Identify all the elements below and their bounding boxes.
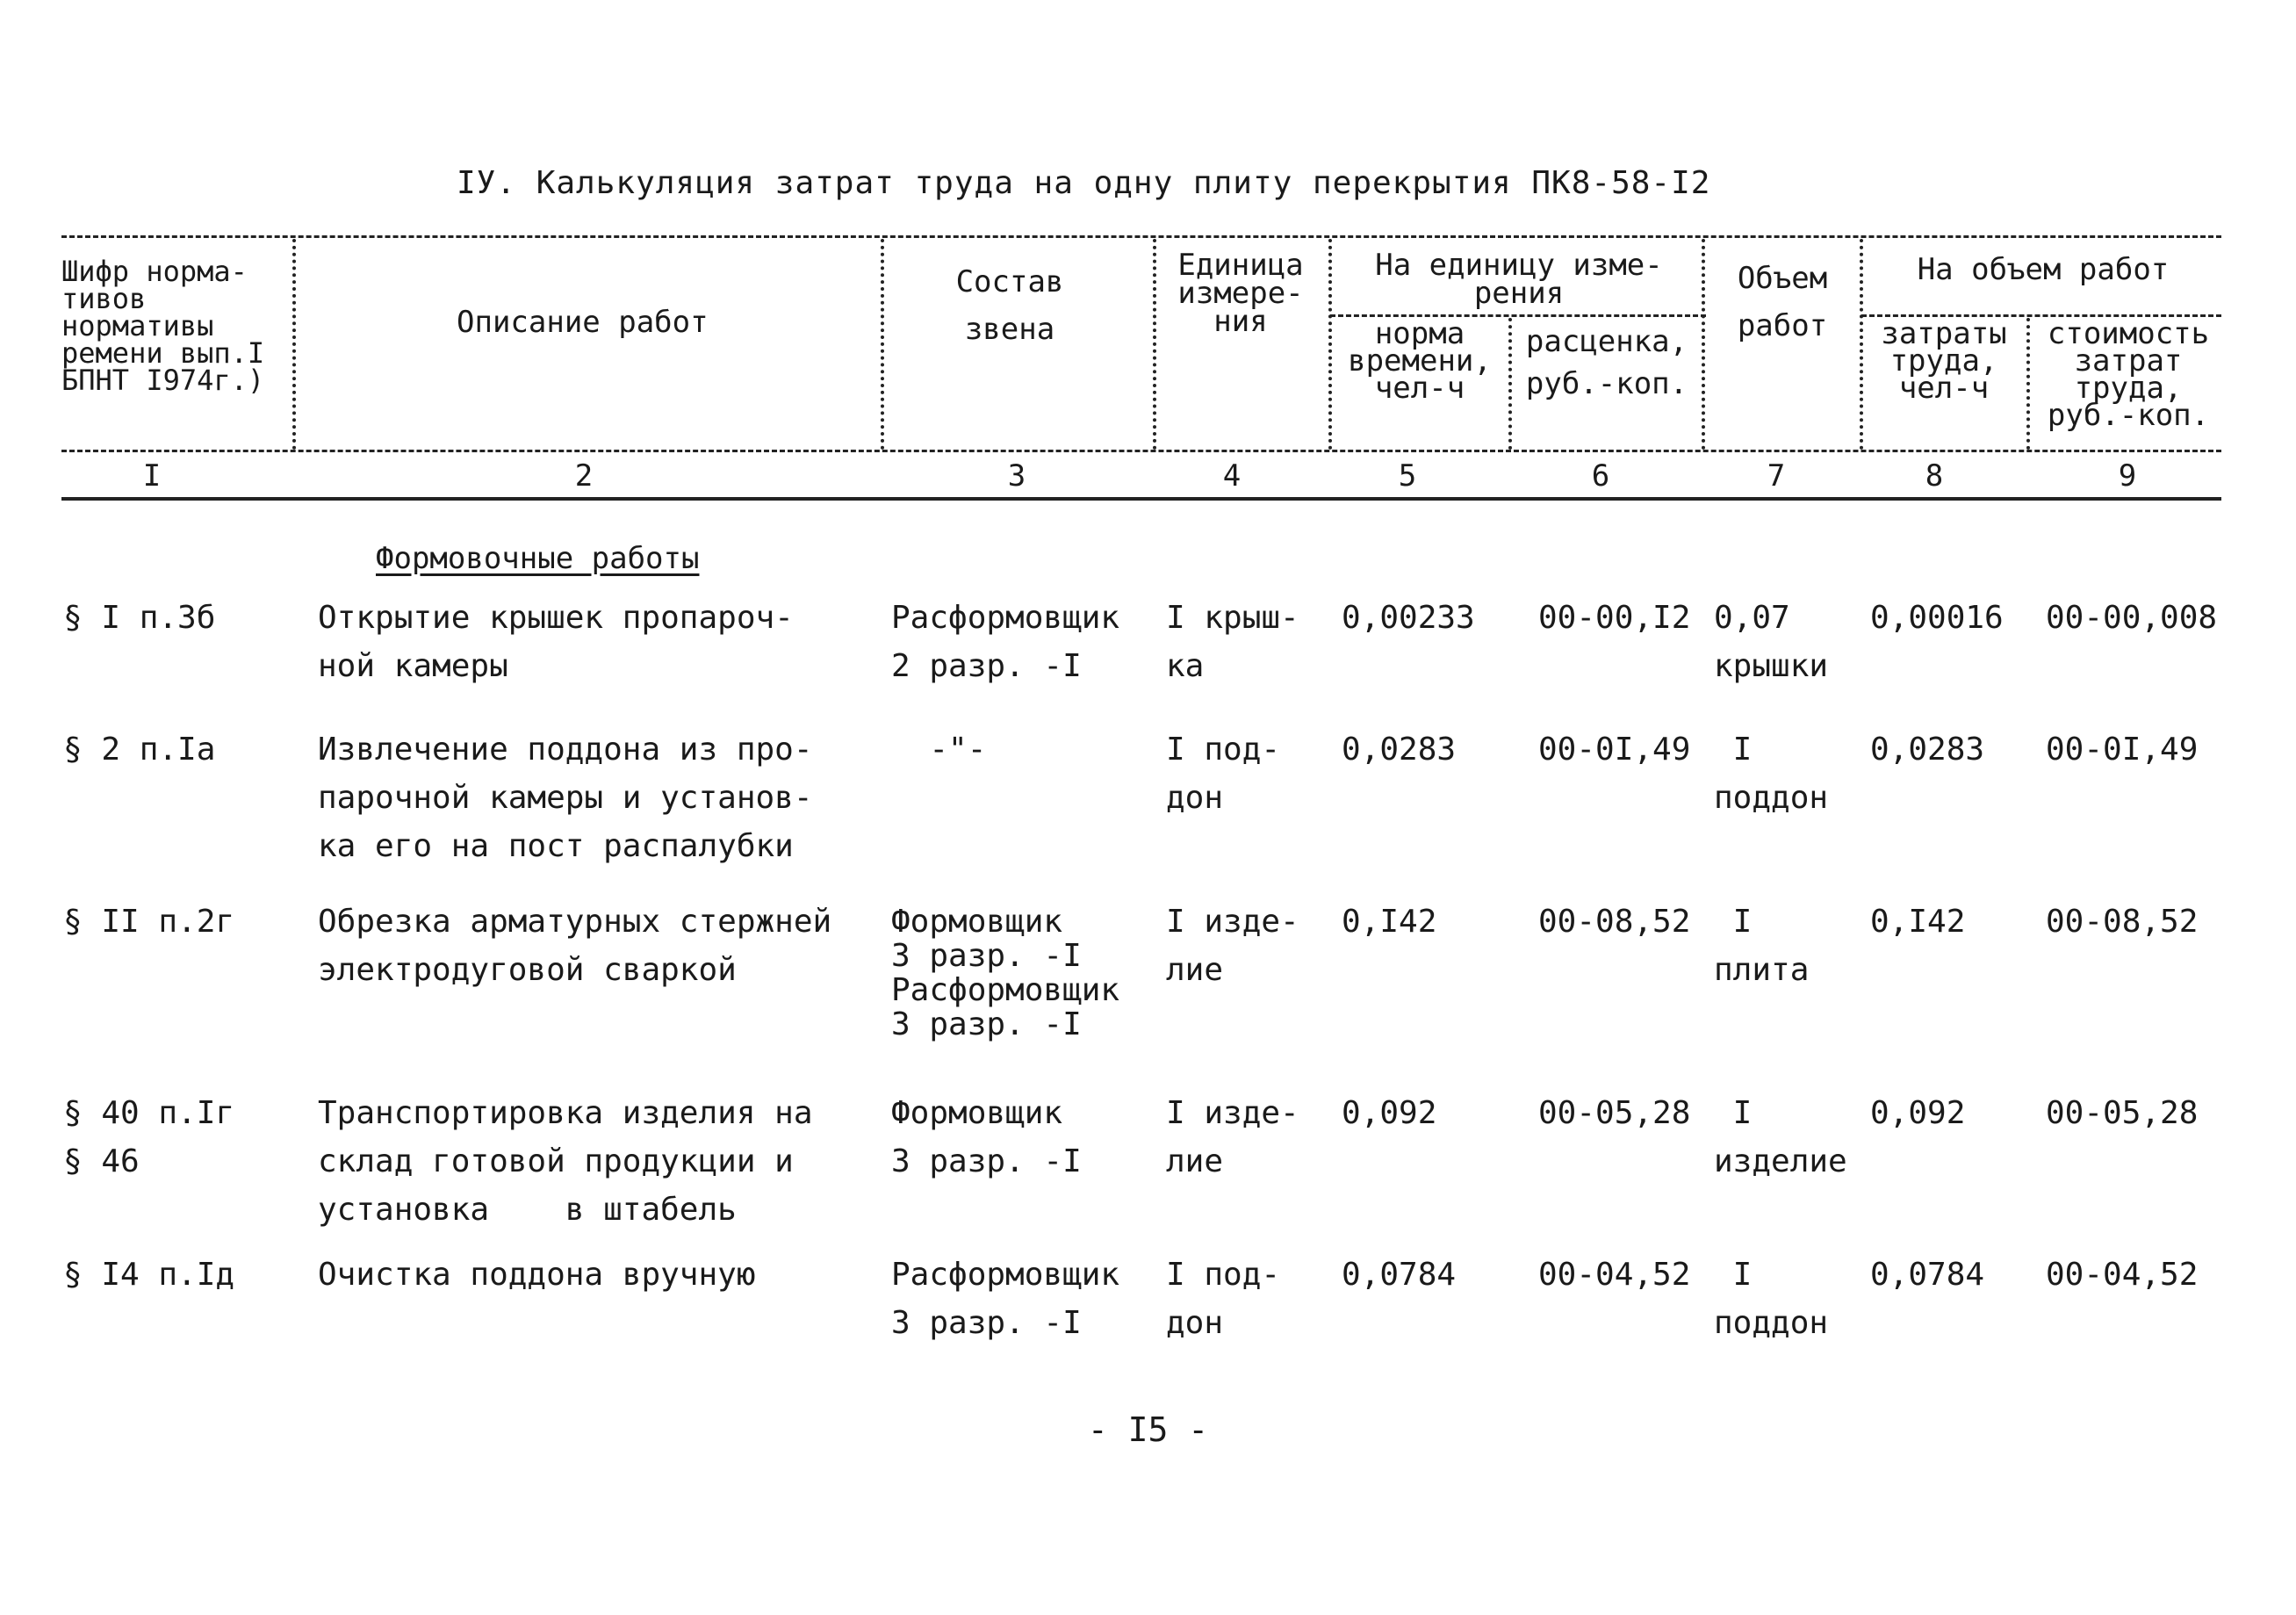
header-crew: Состав звена <box>955 264 1064 347</box>
header-unit: Единица измере- ния <box>1177 248 1304 339</box>
cell-volume: I поддон <box>1714 732 1829 816</box>
cell-rate: 00-0I,49 <box>1538 732 1691 768</box>
cell-rate: 00-00,I2 <box>1538 600 1691 636</box>
cell-crew: Формовщик 3 разр. -I Расформовщик 3 разр. -I <box>891 904 1120 1042</box>
header-rate: расценка, руб.-коп. <box>1525 324 1688 401</box>
cell-code: § 40 п.Iг § 46 <box>63 1095 235 1179</box>
page-title: IУ. Калькуляция затрат труда на одну плиту перекрытия ПК8-58-I2 <box>457 165 1711 201</box>
cell-crew: -"- <box>891 732 987 768</box>
col-divider-4 <box>1328 239 1332 450</box>
cell-code: § I п.3б <box>63 600 216 636</box>
column-number-6: 6 <box>1591 458 1610 494</box>
col-divider-5 <box>1508 318 1512 450</box>
cell-cost: 00-05,28 <box>2046 1095 2199 1131</box>
column-number-7: 7 <box>1767 458 1786 494</box>
cell-description: Открытие крышек пропароч- ной камеры <box>318 600 794 684</box>
header-norm-time: норма времени, чел-ч <box>1348 316 1492 406</box>
cell-unit: I крыш- ка <box>1166 600 1299 684</box>
header-per-volume-group: На объем работ <box>1917 252 2170 287</box>
cell-description: Очистка поддона вручную <box>318 1257 756 1293</box>
col-divider-1 <box>292 239 296 450</box>
column-number-4: 4 <box>1222 458 1242 494</box>
cell-volume: I изделие <box>1714 1095 1847 1179</box>
col-divider-3 <box>1153 239 1156 450</box>
header-solid-rule <box>61 497 2221 501</box>
cell-volume: I поддон <box>1714 1257 1829 1341</box>
header-code: Шифр норма- тивов нормативы ремени вып.I БПНТ I974г.) <box>61 255 265 397</box>
cell-cost: 00-08,52 <box>2046 904 2199 940</box>
cell-cost: 00-00,008 <box>2046 600 2218 636</box>
cell-unit: I под- дон <box>1166 732 1281 816</box>
cell-labor: 0,0784 <box>1870 1257 1985 1293</box>
column-number-8: 8 <box>1925 458 1944 494</box>
column-number-5: 5 <box>1398 458 1417 494</box>
cell-rate: 00-04,52 <box>1538 1257 1691 1293</box>
cell-labor: 0,00016 <box>1870 600 2004 636</box>
cell-norm-time: 0,0283 <box>1342 732 1457 768</box>
cell-norm-time: 0,0784 <box>1342 1257 1457 1293</box>
col-divider-2 <box>881 239 884 450</box>
header-volume: Объем работ <box>1737 261 1828 343</box>
column-number-1: I <box>142 458 162 494</box>
cell-cost: 00-04,52 <box>2046 1257 2199 1293</box>
header-top-rule <box>61 235 2221 238</box>
header-cost: стоимость затрат труда, руб.-коп. <box>2047 316 2210 433</box>
cell-unit: I под- дон <box>1166 1257 1281 1341</box>
header-bottom-rule <box>61 450 2221 452</box>
cell-code: § 2 п.Iа <box>63 732 216 768</box>
cell-crew: Расформовщик 2 разр. -I <box>891 600 1120 684</box>
cell-norm-time: 0,092 <box>1342 1095 1437 1131</box>
cell-unit: I изде- лие <box>1166 904 1299 988</box>
cell-description: Обрезка арматурных стержней электродуговой сваркой <box>318 904 832 988</box>
cell-crew: Формовщик 3 разр. -I <box>891 1095 1082 1179</box>
cell-crew: Расформовщик 3 разр. -I <box>891 1257 1120 1341</box>
header-per-unit-group: На единицу изме- рения <box>1375 248 1663 311</box>
header-labor: затраты труда, чел-ч <box>1881 316 2007 406</box>
column-number-2: 2 <box>574 458 594 494</box>
cell-volume: I плита <box>1714 904 1810 988</box>
cell-unit: I изде- лие <box>1166 1095 1299 1179</box>
cell-code: § I4 п.Iд <box>63 1257 235 1293</box>
cell-volume: 0,07 крышки <box>1714 600 1829 684</box>
cell-labor: 0,092 <box>1870 1095 1966 1131</box>
cell-rate: 00-08,52 <box>1538 904 1691 940</box>
cell-description: Извлечение поддона из про- парочной камеры и установ- ка его на пост распалубки <box>318 732 813 864</box>
column-number-3: 3 <box>1007 458 1026 494</box>
cell-norm-time: 0,00233 <box>1342 600 1475 636</box>
cell-labor: 0,0283 <box>1870 732 1985 768</box>
cell-rate: 00-05,28 <box>1538 1095 1691 1131</box>
cell-cost: 00-0I,49 <box>2046 732 2199 768</box>
header-description: Описание работ <box>457 305 709 340</box>
column-number-9: 9 <box>2118 458 2137 494</box>
cell-code: § II п.2г <box>63 904 235 940</box>
cell-description: Транспортировка изделия на склад готовой продукции и установка в штабель <box>318 1095 813 1228</box>
cell-labor: 0,I42 <box>1870 904 1966 940</box>
cell-norm-time: 0,I42 <box>1342 904 1437 940</box>
page-number: - I5 - <box>1087 1410 1209 1449</box>
section-title: Формовочные работы <box>376 541 700 576</box>
